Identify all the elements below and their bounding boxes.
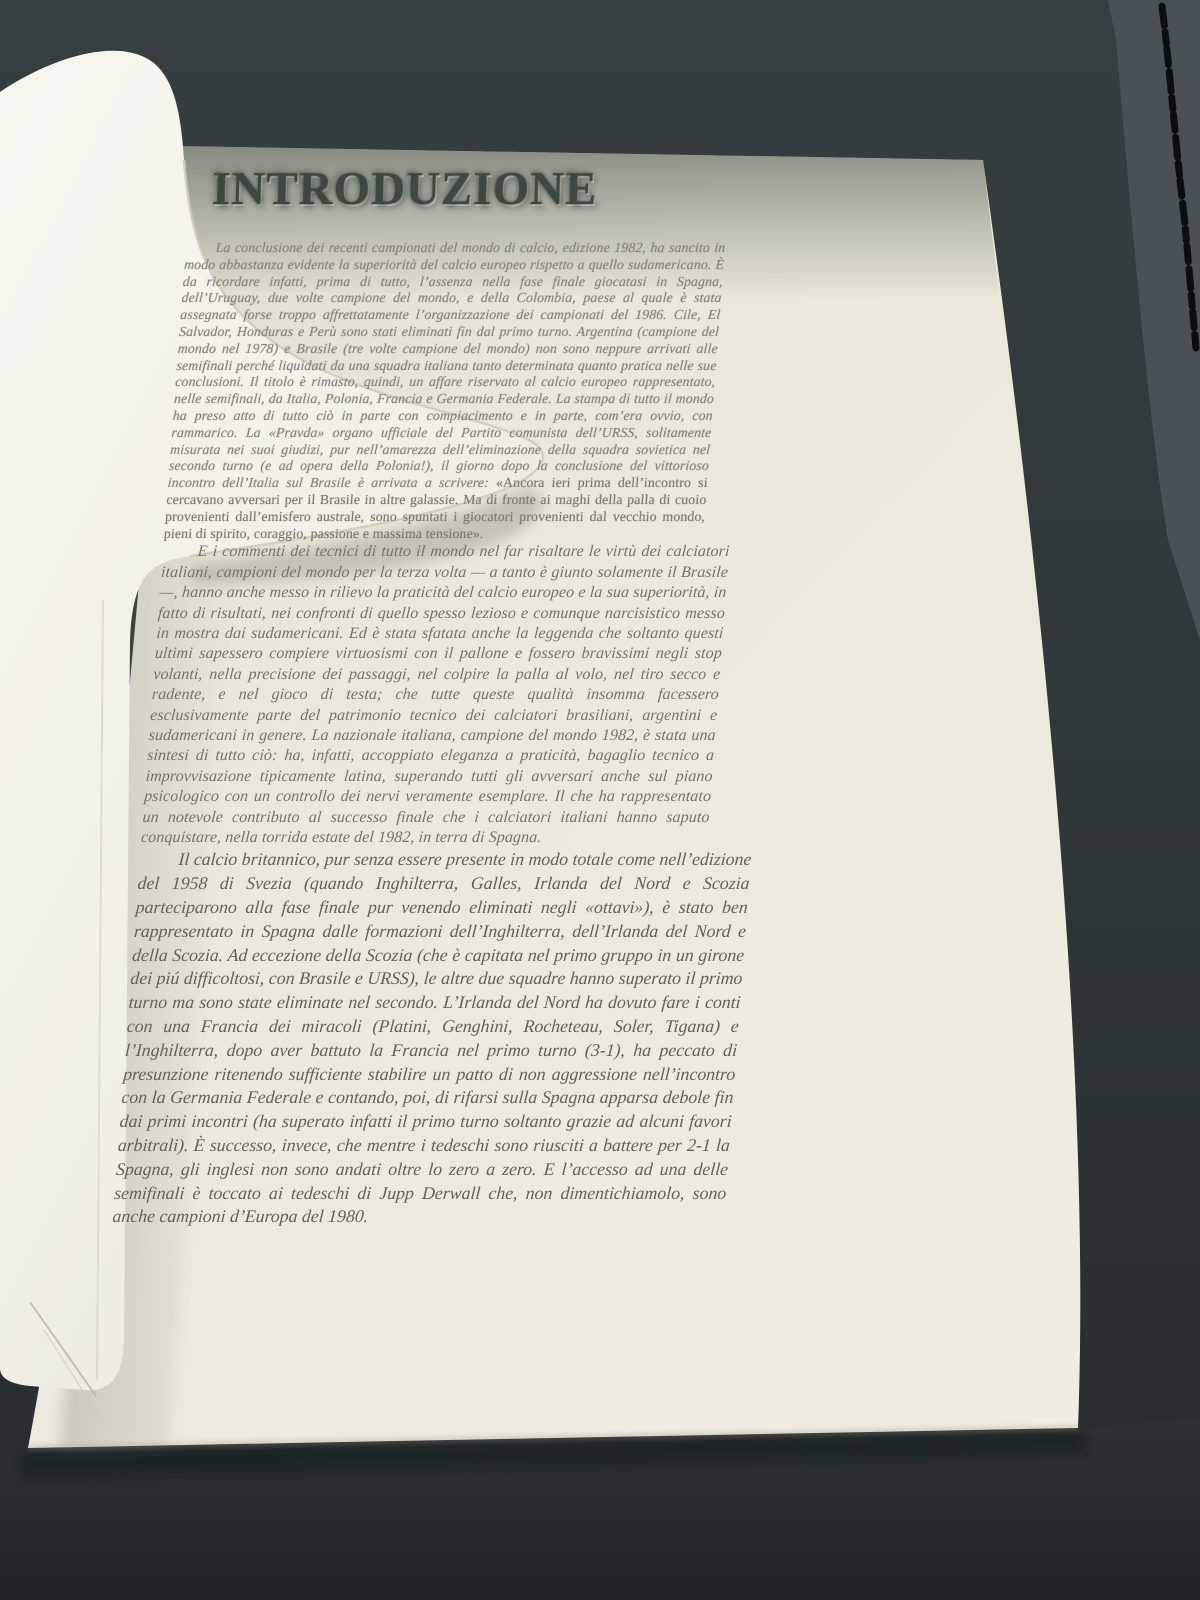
paragraph-1 — [163, 240, 726, 542]
paragraph-3: Il calcio britannico, pur senza essere presente in modo totale come nell’edizione del 1958 di Svezia (quando Inghilterra, Galles, Irlanda del Nord e Scozia parteciparono alla fase finale pur venendo eliminati negli «ottavi»), è stato ben rappresentato in Spagna dalle formazioni dell’Inghilterra, dell’Irlanda del Nord e della Scozia. Ad eccezione della Scozia (che è capitata nel primo gruppo in un girone dei piú difficoltosi, con Brasile e URSS), le altre due squadre hanno superato il primo turno ma sono state eliminate nel secondo. L’Irlanda del Nord ha dovuto fare i conti con una Francia dei miracoli (Platini, Genghini, Rocheteau, Soler, Tigana) e l’Inghilterra, dopo aver battuto la Francia nel primo turno (3-1), ha peccato di presunzione ritenendo sufficiente stabilire un patto di non aggressione nell’incontro con la Germania Federale e contando, poi, di rifarsi sulla Spagna apparsa debole fin dai primi incontri (ha superato infatti il primo turno soltanto grazie ad alcuni favori arbitrali). È successo, invece, che mentre i tedeschi sono riusciti a battere per 2-1 la Spagna, gli inglesi non sono andati oltre lo zero a zero. E l’accesso ad una delle semifinali è toccato ai tedeschi di Jupp Derwall che, non dimentichiamolo, sono anche campioni d’Europa del 1980. — [111, 849, 753, 1227]
page-text-block — [112, 240, 806, 1229]
page-title: INTRODUZIONE — [211, 163, 599, 215]
paragraph-2: E i commenti dei tecnici di tutto il mondo nel far risaltare le virtù dei calciatori italiani, campioni del mondo per la terza volta — a tanto è giunto solamente il Brasile —, hanno anche messo in rilievo la praticità del calcio europeo e la sua superiorità, in fatto di risultati, nei confronti di quello spesso lezioso e comunque narcisistico messo in mostra dai sudamericani. Ed è stata sfatata anche la leggenda che soltanto questi ultimi sapessero compiere virtuosismi con il pallone e fossero bravissimi negli stop volanti, nella precisione dei passaggi, nel colpire la palla al volo, nel tiro secco e radente, e nel gioco di testa; che tutte queste qualità insomma facessero esclusivamente parte del patrimonio tecnico dei calciatori brasiliani, argentini e sudamericani in genere. La nazionale italiana, campione del mondo 1982, è stata una sintesi di tutto ciò: ha, infatti, accoppiato eleganza a praticità, bagaglio tecnico a improvvisazione tipicamente latina, superando tutti gli avversari anche sul piano psicologico con un controllo dei nervi veramente esemplare. Il che ha rappresentato un notevole contributo al successo finale che i calciatori italiani hanno saputo conquistare, nella torrida estate del 1982, in terra di Spagna. — [140, 543, 731, 847]
paragraph-1-pravda-quote: «Ancora ieri prima dell’incontro si cercavano avversari per il Brasile in altre galassie. Ma di fronte ai maghi della palla di cuoio provenienti dall’emisfero australe, sono spuntati i giocatori provenienti dal vecchio mondo, pieni di spirito, coraggio, passione e massima tensione». — [163, 475, 709, 541]
paragraph-1-italic-text: La conclusione dei recenti campionati del mondo di calcio, edizione 1982, ha sancito in modo abbastanza evidente la superiorità del calcio europeo rispetto a quello sudamericano. È da ricordare infatti, prima di tutto, l’assenza nella fase finale giocatasi in Spagna, dell’Uruguay, due volte campione del mondo, e della Colombia, paese al quale è stata assegnata forse troppo affrettatamente l’organizzazione dei campionati del 1986. Cile, El Salvador, Honduras e Perù sono stati eliminati fin dal primo turno. Argentina (campione del mondo nel 1978) e Brasile (tre volte campione del mondo) non sono neppure arrivati alle semifinali perché liquidati da una squadra italiana tanto determinata quanto pratica nelle sue conclusioni. Il titolo è rimasto, quindi, un affare riservato al calcio europeo rappresentato, nelle semifinali, da Italia, Polonia, Francia e Germania Federale. La stampa di tutto il mondo ha preso atto di tutto ciò in parte con compiacimento e in parte, com’era ovvio, con rammarico. La «Pravda» organo ufficiale del Partito comunista dell’URSS, solitamente misurata nei suoi giudizi, pur nell’amarezza dell’eliminazione della squadra sovietica nel secondo turno (e ad opera della Polonia!), il giorno dopo la conclusione del vittorioso incontro dell’Italia sul Brasile è arrivata a scrivere: — [167, 240, 727, 491]
